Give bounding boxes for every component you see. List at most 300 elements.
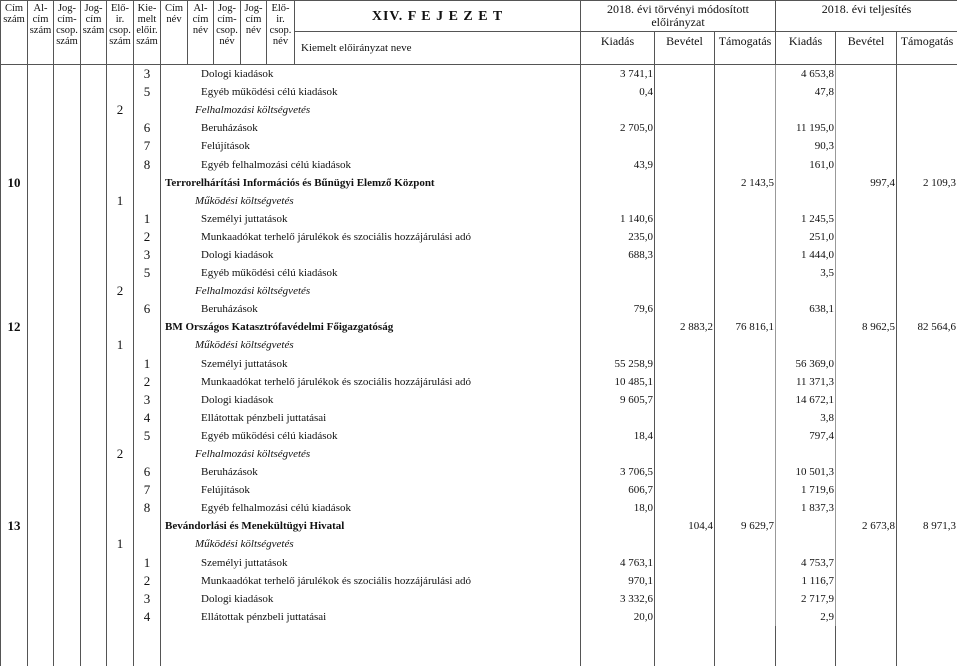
- value-actual-tamogatas: [897, 192, 957, 210]
- empty-cell: [81, 608, 107, 626]
- value-actual-bevetel: [836, 137, 897, 155]
- value-plan-kiadas: [581, 282, 655, 300]
- table-row: [1, 427, 957, 445]
- empty-cell: [28, 174, 54, 192]
- section-name: Felhalmozási költségvetés: [161, 445, 581, 463]
- value-plan-kiadas: 3 741,1: [581, 65, 655, 84]
- value-actual-tamogatas: [897, 155, 957, 173]
- value-actual-bevetel: [836, 355, 897, 373]
- empty-cell: [54, 626, 81, 666]
- appropriation-name: Munkaadókat terhelő járulékok és szociális hozzájárulási adó: [161, 373, 581, 391]
- empty-cell: [28, 83, 54, 101]
- value-actual-kiadas: 56 369,0: [776, 355, 836, 373]
- section-row: [1, 445, 957, 463]
- appropriation-name: Egyéb működési célú kiadások: [161, 427, 581, 445]
- empty-cell: [28, 590, 54, 608]
- value-plan-bevetel: [655, 391, 715, 409]
- eloir-csop-cell: [107, 228, 134, 246]
- empty-cell: [54, 391, 81, 409]
- kiemelt-szam-cell: 2: [134, 228, 161, 246]
- value-actual-kiadas: 797,4: [776, 427, 836, 445]
- empty-cell: [28, 481, 54, 499]
- empty-cell: [54, 590, 81, 608]
- eloir-csop-cell: [107, 246, 134, 264]
- value-plan-bevetel: [655, 336, 715, 354]
- value-plan-kiadas: 2 705,0: [581, 119, 655, 137]
- section-row: [1, 282, 957, 300]
- value-plan-tamogatas: [715, 535, 776, 553]
- value-actual-tamogatas: [897, 445, 957, 463]
- eloir-csop-cell: 1: [107, 535, 134, 553]
- appropriation-name: Egyéb működési célú kiadások: [161, 83, 581, 101]
- empty-cell: [81, 391, 107, 409]
- institution-name: BM Országos Katasztrófavédelmi Főigazgatóság: [161, 318, 581, 336]
- empty-cell: [81, 155, 107, 173]
- value-plan-bevetel: [655, 137, 715, 155]
- empty-cell: [28, 119, 54, 137]
- value-plan-kiadas: 9 605,7: [581, 391, 655, 409]
- value-actual-bevetel: 2 673,8: [836, 517, 897, 535]
- value-plan-kiadas: 55 258,9: [581, 355, 655, 373]
- value-actual-kiadas: 4 653,8: [776, 65, 836, 84]
- cim-szam-cell: [1, 246, 28, 264]
- empty-cell: [897, 626, 957, 666]
- kiemelt-szam-cell: 3: [134, 391, 161, 409]
- kiemelt-szam-cell: [134, 318, 161, 336]
- value-actual-bevetel: [836, 499, 897, 517]
- col-actual-bevetel: Bevétel: [836, 32, 897, 65]
- value-actual-kiadas: 2 717,9: [776, 590, 836, 608]
- value-actual-tamogatas: [897, 409, 957, 427]
- kiemelt-szam-cell: 8: [134, 499, 161, 517]
- value-plan-kiadas: 18,0: [581, 499, 655, 517]
- group-plan: 2018. évi törvényi módosított előirányzat: [581, 1, 776, 32]
- kiemelt-szam-cell: 3: [134, 246, 161, 264]
- value-plan-bevetel: [655, 155, 715, 173]
- table-row: [1, 300, 957, 318]
- col-jogcimcsop-nev: Jog- cím- csop. név: [214, 1, 241, 65]
- value-actual-bevetel: [836, 481, 897, 499]
- empty-cell: [54, 463, 81, 481]
- empty-cell: [54, 554, 81, 572]
- kiemelt-szam-cell: 5: [134, 427, 161, 445]
- value-actual-bevetel: [836, 554, 897, 572]
- value-actual-kiadas: 4 753,7: [776, 554, 836, 572]
- value-actual-bevetel: 8 962,5: [836, 318, 897, 336]
- empty-cell: [81, 572, 107, 590]
- value-plan-kiadas: [581, 318, 655, 336]
- institution-name: Bevándorlási és Menekültügyi Hivatal: [161, 517, 581, 535]
- col-jogcimcsop-szam: Jog- cím- csop. szám: [54, 1, 81, 65]
- kiemelt-szam-cell: 6: [134, 119, 161, 137]
- table-row: [1, 608, 957, 626]
- empty-cell: [54, 355, 81, 373]
- value-plan-kiadas: 18,4: [581, 427, 655, 445]
- empty-cell: [54, 499, 81, 517]
- value-actual-kiadas: [776, 174, 836, 192]
- value-actual-tamogatas: [897, 463, 957, 481]
- cim-szam-cell: [1, 83, 28, 101]
- eloir-csop-cell: [107, 137, 134, 155]
- empty-cell: [54, 192, 81, 210]
- kiemelt-szam-cell: [134, 101, 161, 119]
- empty-cell: [28, 535, 54, 553]
- empty-cell: [54, 264, 81, 282]
- value-plan-kiadas: [581, 137, 655, 155]
- eloir-csop-cell: [107, 427, 134, 445]
- eloir-csop-cell: [107, 300, 134, 318]
- value-plan-kiadas: [581, 174, 655, 192]
- eloir-csop-cell: 2: [107, 445, 134, 463]
- empty-cell: [28, 210, 54, 228]
- value-actual-bevetel: [836, 608, 897, 626]
- empty-cell: [28, 391, 54, 409]
- kiemelt-szam-cell: 6: [134, 463, 161, 481]
- value-actual-tamogatas: 82 564,6: [897, 318, 957, 336]
- kiemelt-szam-cell: [134, 517, 161, 535]
- kiemelt-szam-cell: 6: [134, 300, 161, 318]
- cim-szam-cell: [1, 445, 28, 463]
- value-actual-bevetel: [836, 264, 897, 282]
- value-actual-kiadas: [776, 318, 836, 336]
- empty-cell: [28, 355, 54, 373]
- section-row: [1, 336, 957, 354]
- eloir-csop-cell: [107, 572, 134, 590]
- empty-cell: [54, 155, 81, 173]
- cim-szam-cell: 12: [1, 318, 28, 336]
- eloir-csop-cell: [107, 264, 134, 282]
- cim-szam-cell: [1, 554, 28, 572]
- value-plan-bevetel: [655, 445, 715, 463]
- value-actual-kiadas: 3,8: [776, 409, 836, 427]
- value-actual-bevetel: [836, 246, 897, 264]
- value-actual-kiadas: 1 837,3: [776, 499, 836, 517]
- col-plan-tamogatas: Támogatás: [715, 32, 776, 65]
- cim-szam-cell: [1, 228, 28, 246]
- table-row: [1, 373, 957, 391]
- cim-szam-cell: [1, 373, 28, 391]
- eloir-csop-cell: [107, 463, 134, 481]
- value-plan-bevetel: [655, 210, 715, 228]
- empty-cell: [54, 572, 81, 590]
- appropriation-name: Felújítások: [161, 137, 581, 155]
- empty-cell: [54, 373, 81, 391]
- section-row: [1, 192, 957, 210]
- appropriation-name: Személyi juttatások: [161, 210, 581, 228]
- section-name: Működési költségvetés: [161, 535, 581, 553]
- value-plan-tamogatas: [715, 554, 776, 572]
- cim-szam-cell: 13: [1, 517, 28, 535]
- empty-cell: [28, 318, 54, 336]
- value-actual-tamogatas: [897, 608, 957, 626]
- value-plan-bevetel: [655, 427, 715, 445]
- empty-cell: [28, 499, 54, 517]
- appropriation-name: Dologi kiadások: [161, 590, 581, 608]
- value-plan-bevetel: [655, 282, 715, 300]
- empty-cell: [54, 535, 81, 553]
- eloir-csop-cell: [107, 318, 134, 336]
- value-actual-bevetel: [836, 228, 897, 246]
- value-plan-tamogatas: [715, 409, 776, 427]
- kiemelt-szam-cell: [134, 445, 161, 463]
- value-plan-tamogatas: [715, 192, 776, 210]
- value-plan-tamogatas: [715, 391, 776, 409]
- kiemelt-szam-cell: [134, 535, 161, 553]
- empty-cell: [81, 590, 107, 608]
- appropriation-name: Dologi kiadások: [161, 391, 581, 409]
- value-plan-kiadas: 10 485,1: [581, 373, 655, 391]
- value-actual-bevetel: 997,4: [836, 174, 897, 192]
- value-plan-bevetel: [655, 228, 715, 246]
- empty-cell: [28, 608, 54, 626]
- eloir-csop-cell: 2: [107, 282, 134, 300]
- empty-cell: [28, 517, 54, 535]
- col-kiemelt-nev: Kiemelt előirányzat neve: [295, 32, 581, 65]
- eloir-csop-cell: [107, 590, 134, 608]
- value-actual-kiadas: 1 116,7: [776, 572, 836, 590]
- value-actual-kiadas: 14 672,1: [776, 391, 836, 409]
- empty-cell: [28, 228, 54, 246]
- value-plan-tamogatas: [715, 445, 776, 463]
- value-actual-kiadas: [776, 336, 836, 354]
- value-plan-kiadas: 235,0: [581, 228, 655, 246]
- table-row: [1, 572, 957, 590]
- kiemelt-szam-cell: 7: [134, 137, 161, 155]
- empty-cell: [161, 626, 581, 666]
- empty-cell: [81, 192, 107, 210]
- empty-cell: [28, 155, 54, 173]
- value-actual-tamogatas: [897, 101, 957, 119]
- value-plan-tamogatas: [715, 427, 776, 445]
- table-row: [1, 463, 957, 481]
- value-plan-kiadas: 79,6: [581, 300, 655, 318]
- value-actual-kiadas: 90,3: [776, 137, 836, 155]
- appropriation-name: Beruházások: [161, 463, 581, 481]
- value-plan-tamogatas: 9 629,7: [715, 517, 776, 535]
- kiemelt-szam-cell: 7: [134, 481, 161, 499]
- empty-cell: [81, 318, 107, 336]
- empty-cell: [81, 228, 107, 246]
- cim-szam-cell: [1, 355, 28, 373]
- value-plan-bevetel: [655, 554, 715, 572]
- empty-cell: [54, 137, 81, 155]
- cim-szam-cell: [1, 391, 28, 409]
- table-row: [1, 246, 957, 264]
- value-plan-kiadas: 3 332,6: [581, 590, 655, 608]
- table-body: [1, 65, 957, 666]
- value-plan-bevetel: [655, 590, 715, 608]
- kiemelt-szam-cell: 1: [134, 210, 161, 228]
- value-plan-kiadas: [581, 192, 655, 210]
- value-actual-tamogatas: [897, 210, 957, 228]
- title-row: [1, 517, 957, 535]
- kiemelt-szam-cell: 5: [134, 264, 161, 282]
- eloir-csop-cell: 1: [107, 336, 134, 354]
- empty-cell: [54, 174, 81, 192]
- value-actual-kiadas: 11 371,3: [776, 373, 836, 391]
- table-row: [1, 155, 957, 173]
- value-actual-tamogatas: [897, 264, 957, 282]
- value-plan-tamogatas: [715, 373, 776, 391]
- value-plan-bevetel: [655, 101, 715, 119]
- appropriation-name: Egyéb működési célú kiadások: [161, 264, 581, 282]
- value-actual-kiadas: 3,5: [776, 264, 836, 282]
- table-row: [1, 481, 957, 499]
- empty-cell: [28, 264, 54, 282]
- value-plan-kiadas: 606,7: [581, 481, 655, 499]
- value-actual-bevetel: [836, 391, 897, 409]
- cim-szam-cell: [1, 282, 28, 300]
- value-actual-tamogatas: [897, 119, 957, 137]
- section-name: Működési költségvetés: [161, 192, 581, 210]
- value-actual-tamogatas: [897, 355, 957, 373]
- value-actual-bevetel: [836, 192, 897, 210]
- value-plan-tamogatas: [715, 608, 776, 626]
- value-actual-bevetel: [836, 535, 897, 553]
- empty-cell: [54, 336, 81, 354]
- value-actual-tamogatas: [897, 535, 957, 553]
- value-actual-bevetel: [836, 210, 897, 228]
- value-plan-tamogatas: [715, 300, 776, 318]
- value-plan-kiadas: 688,3: [581, 246, 655, 264]
- empty-cell: [54, 246, 81, 264]
- cim-szam-cell: [1, 192, 28, 210]
- value-plan-bevetel: [655, 409, 715, 427]
- kiemelt-szam-cell: 4: [134, 409, 161, 427]
- value-plan-bevetel: [655, 119, 715, 137]
- value-plan-tamogatas: [715, 499, 776, 517]
- empty-cell: [54, 210, 81, 228]
- value-plan-bevetel: [655, 535, 715, 553]
- empty-cell: [54, 608, 81, 626]
- col-cim-nev: Cím név: [161, 1, 188, 65]
- col-alcim-szam: Al- cím szám: [28, 1, 54, 65]
- col-plan-kiadas: Kiadás: [581, 32, 655, 65]
- cim-szam-cell: [1, 210, 28, 228]
- value-actual-tamogatas: [897, 300, 957, 318]
- value-actual-bevetel: [836, 65, 897, 84]
- appropriation-name: Munkaadókat terhelő járulékok és szociális hozzájárulási adó: [161, 228, 581, 246]
- value-plan-tamogatas: [715, 264, 776, 282]
- value-plan-kiadas: [581, 409, 655, 427]
- empty-cell: [28, 427, 54, 445]
- value-plan-bevetel: [655, 300, 715, 318]
- eloir-csop-cell: [107, 481, 134, 499]
- value-actual-tamogatas: [897, 336, 957, 354]
- value-plan-tamogatas: [715, 572, 776, 590]
- value-plan-bevetel: [655, 481, 715, 499]
- empty-cell: [28, 626, 54, 666]
- cim-szam-cell: [1, 481, 28, 499]
- empty-cell: [28, 409, 54, 427]
- value-plan-kiadas: [581, 264, 655, 282]
- empty-cell: [28, 300, 54, 318]
- cim-szam-cell: [1, 155, 28, 173]
- title-row: [1, 318, 957, 336]
- empty-cell: [107, 626, 134, 666]
- value-actual-kiadas: 1 245,5: [776, 210, 836, 228]
- value-plan-bevetel: [655, 174, 715, 192]
- value-actual-bevetel: [836, 300, 897, 318]
- value-actual-bevetel: [836, 119, 897, 137]
- value-actual-kiadas: 47,8: [776, 83, 836, 101]
- appropriation-name: Dologi kiadások: [161, 246, 581, 264]
- empty-cell: [28, 336, 54, 354]
- eloir-csop-cell: 1: [107, 192, 134, 210]
- table-row: [1, 391, 957, 409]
- empty-cell: [28, 373, 54, 391]
- appropriation-name: Beruházások: [161, 119, 581, 137]
- value-actual-tamogatas: [897, 499, 957, 517]
- empty-cell: [81, 264, 107, 282]
- empty-cell: [54, 517, 81, 535]
- value-actual-tamogatas: [897, 554, 957, 572]
- eloir-csop-cell: [107, 373, 134, 391]
- value-plan-kiadas: 4 763,1: [581, 554, 655, 572]
- cim-szam-cell: [1, 463, 28, 481]
- appropriation-name: Egyéb felhalmozási célú kiadások: [161, 155, 581, 173]
- empty-cell: [28, 445, 54, 463]
- kiemelt-szam-cell: 1: [134, 554, 161, 572]
- empty-cell: [1, 626, 28, 666]
- empty-cell: [81, 373, 107, 391]
- empty-cell: [81, 355, 107, 373]
- value-plan-bevetel: [655, 572, 715, 590]
- empty-cell: [28, 554, 54, 572]
- empty-cell: [54, 282, 81, 300]
- table-row: [1, 137, 957, 155]
- cim-szam-cell: [1, 101, 28, 119]
- empty-cell: [655, 626, 715, 666]
- value-actual-tamogatas: [897, 373, 957, 391]
- value-plan-bevetel: 104,4: [655, 517, 715, 535]
- value-actual-bevetel: [836, 336, 897, 354]
- col-alcim-nev: Al- cím név: [188, 1, 214, 65]
- empty-cell: [81, 554, 107, 572]
- kiemelt-szam-cell: [134, 174, 161, 192]
- cim-szam-cell: [1, 427, 28, 445]
- value-actual-kiadas: 1 444,0: [776, 246, 836, 264]
- appropriation-name: Beruházások: [161, 300, 581, 318]
- value-plan-kiadas: 0,4: [581, 83, 655, 101]
- empty-cell: [836, 626, 897, 666]
- table-row: [1, 119, 957, 137]
- value-plan-tamogatas: [715, 336, 776, 354]
- value-plan-bevetel: [655, 608, 715, 626]
- empty-cell: [54, 427, 81, 445]
- empty-cell: [81, 626, 107, 666]
- value-plan-tamogatas: [715, 155, 776, 173]
- value-plan-tamogatas: 76 816,1: [715, 318, 776, 336]
- value-plan-tamogatas: [715, 119, 776, 137]
- value-actual-bevetel: [836, 427, 897, 445]
- chapter-title: XIV. F E J E Z E T: [295, 1, 581, 32]
- value-plan-kiadas: 3 706,5: [581, 463, 655, 481]
- section-name: Felhalmozási költségvetés: [161, 101, 581, 119]
- empty-cell: [81, 119, 107, 137]
- value-plan-kiadas: [581, 535, 655, 553]
- value-actual-kiadas: [776, 192, 836, 210]
- empty-cell: [28, 246, 54, 264]
- value-actual-tamogatas: 2 109,3: [897, 174, 957, 192]
- value-plan-bevetel: [655, 246, 715, 264]
- table-row: [1, 409, 957, 427]
- value-actual-tamogatas: [897, 228, 957, 246]
- kiemelt-szam-cell: 8: [134, 155, 161, 173]
- eloir-csop-cell: [107, 210, 134, 228]
- table-row: [1, 210, 957, 228]
- value-plan-bevetel: [655, 355, 715, 373]
